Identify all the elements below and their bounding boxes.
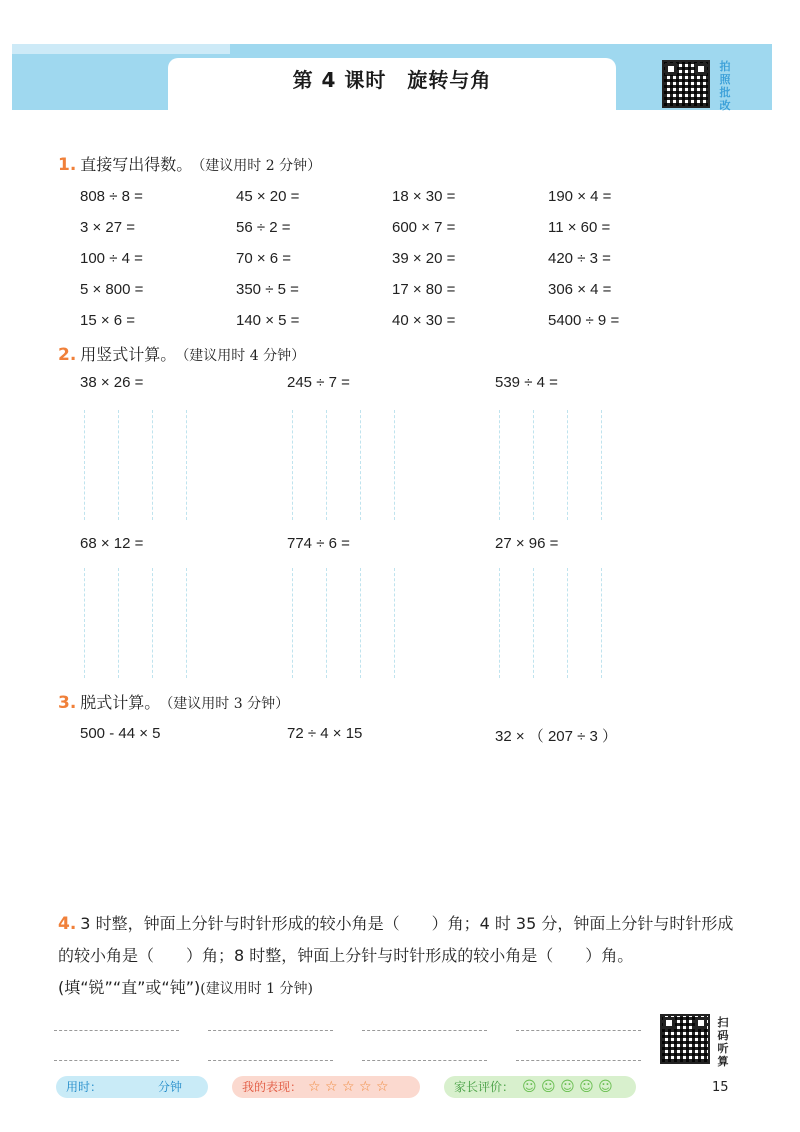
q1-item: 5 × 800 = [80,281,144,298]
answer-line [516,1030,641,1031]
time-label: 用时： [66,1080,103,1094]
guide-line [326,410,327,520]
photo-grade-label: 拍 照 批 改 [719,60,731,112]
q3-hint: （建议用时 3 分钟） [166,696,290,712]
q1-item: 45 × 20 = [236,188,300,205]
guide-line [499,568,500,678]
q1-item: 5400 ÷ 9 = [548,312,620,329]
guide-line [567,568,568,678]
guide-line [326,568,327,678]
header-banner-strip [12,44,230,54]
q1-hint: （建议用时 2 分钟） [198,158,322,174]
answer-line [516,1060,641,1061]
q1-item: 350 ÷ 5 = [236,281,299,298]
guide-line [601,410,602,520]
guide-line [152,410,153,520]
q3-item: 500 - 44 × 5 [80,725,161,742]
parent-review-pill [444,1076,636,1098]
guide-line [360,410,361,520]
scan-listen-label: 扫 码 听 算 [717,1016,729,1068]
q1-number: 1. [58,155,77,175]
guide-line [186,568,187,678]
guide-line [601,568,602,678]
q1-item: 420 ÷ 3 = [548,250,611,267]
answer-line [362,1060,487,1061]
q1-item: 808 ÷ 8 = [80,188,143,205]
guide-line [533,410,534,520]
performance-label: 我的表现： [242,1080,303,1094]
guide-line [394,410,395,520]
q2-item: 68 × 12 = [80,535,144,552]
q3-item: 32 × （ 207 ÷ 3 ） [495,728,618,745]
guide-line [84,410,85,520]
q1-item: 56 ÷ 2 = [236,219,291,236]
smiley-face-icons[interactable]: ☺ ☺ ☺ ☺ ☺ [522,1079,613,1095]
answer-line [208,1060,333,1061]
q2-item: 539 ÷ 4 = [495,374,558,391]
guide-line [360,568,361,678]
q3-heading [58,690,289,713]
q1-item: 190 × 4 = [548,188,612,205]
q1-item: 140 × 5 = [236,312,300,329]
q1-item: 15 × 6 = [80,312,136,329]
star-rating-icons[interactable]: ☆ ☆ ☆ ☆ ☆ [308,1079,389,1095]
q2-heading [58,342,305,365]
guide-line [84,568,85,678]
q2-title: 用竖式计算。 [80,345,177,364]
q3-item: 72 ÷ 4 × 15 [287,725,363,742]
qr-code-icon[interactable] [660,1014,710,1064]
q1-item: 3 × 27 = [80,219,136,236]
q1-item: 18 × 30 = [392,188,456,205]
q4-text: 3 时整，钟面上分针与时针形成的较小角是（ ）角；4 时 35 分，钟面上分针与时针形成的较小角是（ ）角；8 时整，钟面上分针与时针形成的较小角是（ ）角。(填“锐”“直”或“钝”) [58,914,734,997]
guide-line [292,568,293,678]
q2-item: 245 ÷ 7 = [287,374,350,391]
q1-heading [58,152,321,175]
guide-line [499,410,500,520]
page-number: 15 [712,1080,729,1095]
parent-review-label: 家长评价： [454,1080,515,1094]
answer-line [362,1030,487,1031]
answer-line [208,1030,333,1031]
q4-paragraph [58,908,748,1005]
my-performance-pill [232,1076,420,1098]
q3-title: 脱式计算。 [80,693,161,712]
guide-line [533,568,534,678]
q1-item: 11 × 60 = [548,219,611,236]
q1-item: 600 × 7 = [392,219,456,236]
guide-line [292,410,293,520]
q3-number: 3. [58,693,77,713]
page-title: 第 4 课时 旋转与角 [292,68,492,92]
q1-item: 306 × 4 = [548,281,612,298]
q4-number: 4. [58,914,77,934]
q2-number: 2. [58,345,77,365]
guide-line [118,410,119,520]
answer-line [54,1030,179,1031]
q2-item: 38 × 26 = [80,374,144,391]
q2-hint: （建议用时 4 分钟） [182,348,306,364]
answer-line [54,1060,179,1061]
guide-line [567,410,568,520]
guide-line [394,568,395,678]
time-used-pill [56,1076,208,1098]
guide-line [118,568,119,678]
qr-code-icon[interactable] [662,60,710,108]
q2-item: 27 × 96 = [495,535,559,552]
q1-item: 17 × 80 = [392,281,456,298]
q1-item: 39 × 20 = [392,250,456,267]
guide-line [152,568,153,678]
q4-hint: (建议用时 1 分钟) [200,981,313,997]
q2-item: 774 ÷ 6 = [287,535,350,552]
q1-item: 40 × 30 = [392,312,456,329]
time-unit: 分钟 [158,1080,183,1094]
q1-item: 70 × 6 = [236,250,292,267]
guide-line [186,410,187,520]
q1-item: 100 ÷ 4 = [80,250,143,267]
q1-title: 直接写出得数。 [80,155,193,174]
